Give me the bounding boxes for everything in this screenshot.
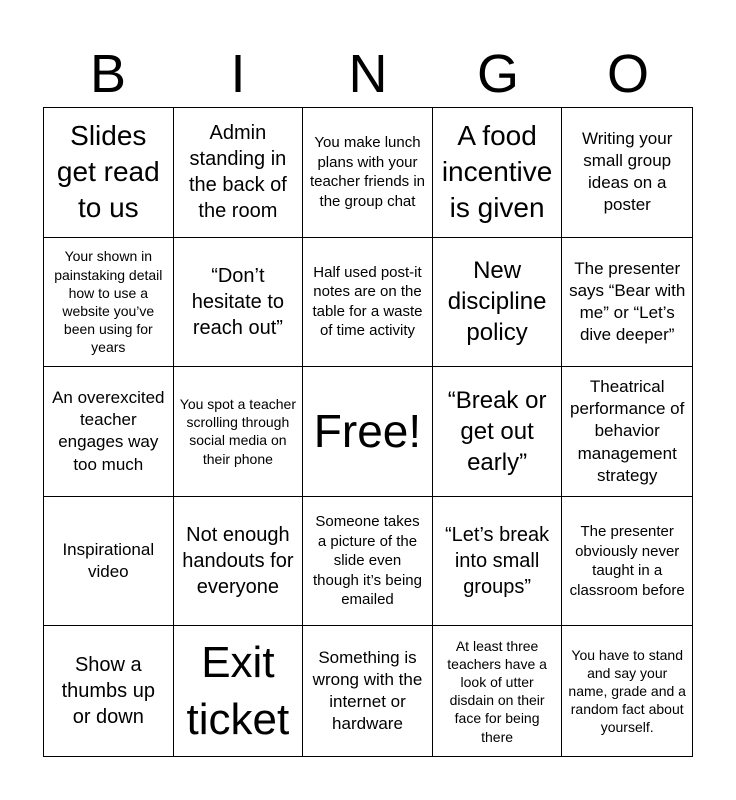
bingo-cell[interactable] bbox=[303, 238, 433, 368]
bingo-cell[interactable] bbox=[562, 238, 692, 368]
bingo-cell[interactable] bbox=[174, 108, 304, 238]
bingo-cell[interactable] bbox=[44, 367, 174, 497]
bingo-cell[interactable] bbox=[433, 497, 563, 627]
cell-text: Free! bbox=[313, 404, 422, 457]
bingo-cell[interactable] bbox=[44, 238, 174, 368]
free-space[interactable] bbox=[303, 367, 433, 497]
header-letter-n: N bbox=[348, 44, 388, 104]
cell-text: Writing your small group ideas on a poster bbox=[582, 129, 673, 215]
cell-text: Slides get read to us bbox=[56, 119, 160, 224]
cell-text: Inspirational video bbox=[62, 540, 155, 582]
bingo-cell[interactable] bbox=[44, 108, 174, 238]
cell-text: “Let’s break into small groups” bbox=[445, 524, 550, 599]
cell-text: “Break or get out early” bbox=[447, 386, 547, 477]
bingo-cell[interactable] bbox=[303, 497, 433, 627]
header-letter-o: O bbox=[606, 44, 649, 104]
bingo-cell[interactable] bbox=[44, 497, 174, 627]
cell-text: Your shown in painstaking detail how to use a website you’ve been using for years bbox=[54, 248, 163, 356]
cell-text: Exit ticket bbox=[186, 638, 290, 745]
cell-text: You spot a teacher scrolling through social media on their phone bbox=[179, 396, 297, 467]
cell-text: Someone takes a picture of the slide even though it’s being emailed bbox=[313, 513, 422, 609]
bingo-cell[interactable] bbox=[562, 497, 692, 627]
cell-text: You have to stand and say your name, grade and a random fact about yourself. bbox=[568, 646, 686, 736]
cell-text: “Don’t hesitate to reach out” bbox=[191, 264, 285, 339]
bingo-cell[interactable] bbox=[44, 626, 174, 756]
bingo-cell[interactable] bbox=[433, 238, 563, 368]
bingo-header bbox=[43, 44, 693, 104]
bingo-cell[interactable] bbox=[562, 108, 692, 238]
bingo-cell[interactable] bbox=[562, 626, 692, 756]
header-letter-i: I bbox=[230, 44, 246, 104]
bingo-cell[interactable] bbox=[303, 108, 433, 238]
cell-text: Show a thumbs up or down bbox=[61, 654, 155, 729]
bingo-cell[interactable] bbox=[174, 626, 304, 756]
cell-text: Theatrical performance of behavior management strategy bbox=[570, 377, 685, 485]
cell-text: Half used post-it notes are on the table for a waste of time activity bbox=[312, 263, 423, 340]
bingo-cell[interactable] bbox=[174, 497, 304, 627]
header-letter-b: B bbox=[89, 44, 127, 104]
bingo-cell[interactable] bbox=[433, 626, 563, 756]
bingo-cell[interactable] bbox=[433, 367, 563, 497]
bingo-cell[interactable] bbox=[174, 367, 304, 497]
bingo-cell[interactable] bbox=[433, 108, 563, 238]
cell-text: Admin standing in the back of the room bbox=[188, 122, 287, 223]
header-letter-g: G bbox=[476, 44, 519, 104]
cell-text: A food incentive is given bbox=[441, 119, 553, 224]
cell-text: An overexcited teacher engages way too much bbox=[52, 388, 165, 474]
cell-text: The presenter obviously never taught in a classroom before bbox=[569, 523, 685, 599]
bingo-cell[interactable] bbox=[562, 367, 692, 497]
cell-text: You make lunch plans with your teacher friends in the group chat bbox=[309, 134, 426, 210]
bingo-board bbox=[43, 107, 693, 757]
bingo-cell[interactable] bbox=[303, 626, 433, 756]
cell-text: At least three teachers have a look of utter disdain on their face for being there bbox=[447, 637, 547, 745]
cell-text: The presenter says “Bear with me” or “Let’s dive deeper” bbox=[569, 258, 686, 344]
bingo-cell[interactable] bbox=[174, 238, 304, 368]
cell-text: New discipline policy bbox=[447, 257, 547, 347]
cell-text: Something is wrong with the internet or hardware bbox=[312, 648, 423, 734]
cell-text: Not enough handouts for everyone bbox=[182, 524, 294, 599]
